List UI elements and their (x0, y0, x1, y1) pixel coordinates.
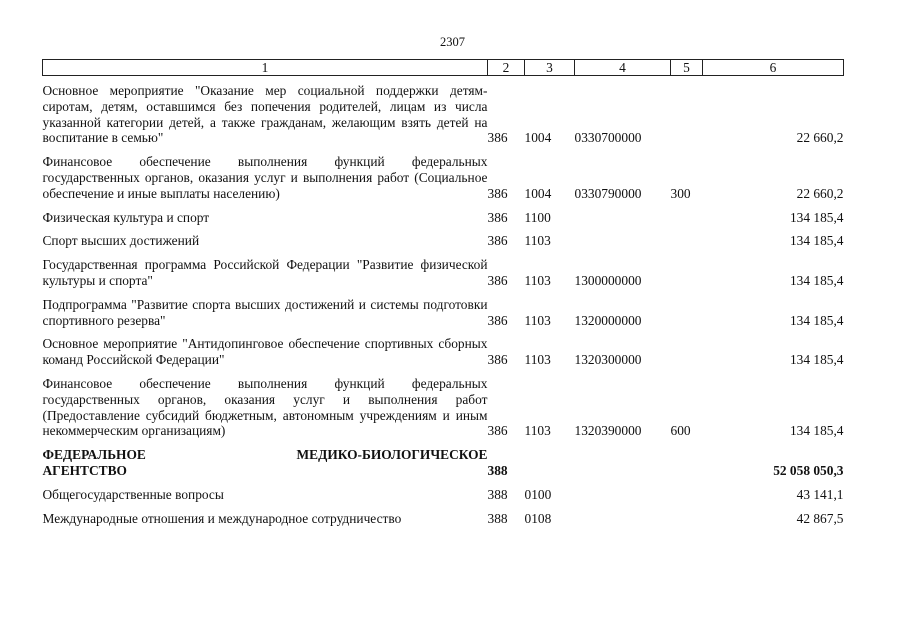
row-grbs: 386 (487, 209, 508, 225)
table-row (43, 511, 844, 535)
table-row (43, 83, 844, 154)
row-expense-type (671, 83, 703, 154)
row-expense-type: 300 (670, 185, 691, 201)
row-name: Финансовое обеспечение выполнения функций федеральных государственных органов, оказания услуг и выполнения работ (Социальное обеспечение и иные выплаты населению) (42, 154, 488, 201)
row-target: 1320390000 (574, 423, 642, 439)
budget-table (42, 59, 844, 534)
row-name: Основное мероприятие "Оказание мер социальной поддержки детям-сиротам, детям, оставшимся без попечения родителей, лицам из числа указанной категории детей, а также гражданам, желающим взять детей на воспитание в семью" (42, 83, 488, 146)
row-grbs: 388 (487, 486, 508, 502)
agency-grbs: 388 (487, 462, 508, 478)
row-target (575, 511, 671, 535)
table-row (43, 487, 844, 511)
table-row (43, 336, 844, 376)
agency-row (43, 447, 844, 487)
row-expense-type (671, 233, 703, 257)
table-row (43, 376, 844, 447)
row-amount: 22 660,2 (796, 185, 844, 201)
column-number-header (43, 60, 844, 76)
row-grbs: 386 (487, 130, 508, 146)
row-grbs: 386 (487, 185, 508, 201)
row-section: 1100 (524, 209, 551, 225)
row-section: 1004 (524, 185, 552, 201)
column-header-4: 4 (575, 60, 671, 76)
column-header-5: 5 (671, 60, 703, 76)
row-expense-type (671, 511, 703, 535)
row-amount: 134 185,4 (789, 312, 844, 328)
agency-name-line2: АГЕНТСТВО (42, 462, 127, 478)
row-section: 1103 (524, 352, 551, 368)
row-amount: 134 185,4 (789, 272, 844, 288)
row-section: 1103 (524, 423, 551, 439)
row-name: Основное мероприятие "Антидопинговое обеспечение спортивных сборных команд Российской Федерации" (42, 336, 488, 368)
row-section: 1004 (524, 130, 552, 146)
row-target: 0330700000 (574, 130, 642, 146)
row-target: 0330790000 (574, 185, 642, 201)
row-grbs: 386 (487, 272, 508, 288)
row-target (575, 233, 671, 257)
column-header-3: 3 (525, 60, 575, 76)
row-section: 0108 (524, 510, 552, 526)
row-name: Общегосударственные вопросы (42, 486, 224, 502)
row-expense-type: 600 (670, 423, 691, 439)
row-target: 1320000000 (574, 312, 642, 328)
agency-name-line1-left: ФЕДЕРАЛЬНОЕ (42, 447, 146, 463)
row-name: Финансовое обеспечение выполнения функций федеральных государственных органов, оказания услуг и выполнения работ (Предоставление субсидий бюджетным, автономным учреждениям и иным некоммерческим организациям) (42, 375, 488, 439)
row-amount: 134 185,4 (789, 423, 844, 439)
row-grbs: 386 (487, 423, 508, 439)
page-number: 2307 (440, 35, 465, 49)
row-section: 0100 (524, 486, 552, 502)
row-expense-type (671, 297, 703, 337)
row-amount: 134 185,4 (789, 233, 844, 249)
row-name: Государственная программа Российской Федерации "Развитие физической культуры и спорта" (42, 257, 488, 288)
row-section: 1103 (524, 272, 551, 288)
table-row (43, 233, 844, 257)
row-expense-type (671, 257, 703, 297)
row-target (575, 487, 671, 511)
row-amount: 134 185,4 (789, 352, 844, 368)
row-amount: 22 660,2 (796, 130, 844, 146)
agency-name-line1-right: МЕДИКО-БИОЛОГИЧЕСКОЕ (296, 447, 488, 463)
row-expense-type (671, 210, 703, 234)
table-row (43, 210, 844, 234)
row-target (575, 210, 671, 234)
agency-name (43, 447, 488, 487)
agency-amount: 52 058 050,3 (773, 462, 844, 478)
row-grbs: 386 (487, 352, 508, 368)
table-row (43, 297, 844, 337)
row-name: Международные отношения и международное сотрудничество (42, 510, 402, 526)
row-target: 1300000000 (574, 272, 642, 288)
row-section: 1103 (524, 233, 551, 249)
row-grbs: 386 (487, 233, 508, 249)
row-name: Физическая культура и спорт (42, 209, 210, 225)
row-section: 1103 (524, 312, 551, 328)
row-amount: 42 867,5 (796, 510, 844, 526)
column-header-1: 1 (43, 60, 488, 76)
row-expense-type (671, 336, 703, 376)
row-amount: 43 141,1 (796, 486, 844, 502)
table-row (43, 257, 844, 297)
row-name: Спорт высших достижений (42, 233, 200, 249)
column-header-2: 2 (488, 60, 525, 76)
row-amount: 134 185,4 (789, 209, 844, 225)
row-grbs: 386 (487, 312, 508, 328)
row-expense-type (671, 487, 703, 511)
row-grbs: 388 (487, 510, 508, 526)
row-name: Подпрограмма "Развитие спорта высших достижений и системы подготовки спортивного резерва" (42, 296, 488, 328)
column-header-6: 6 (703, 60, 844, 76)
table-row (43, 154, 844, 209)
row-target: 1320300000 (574, 352, 642, 368)
